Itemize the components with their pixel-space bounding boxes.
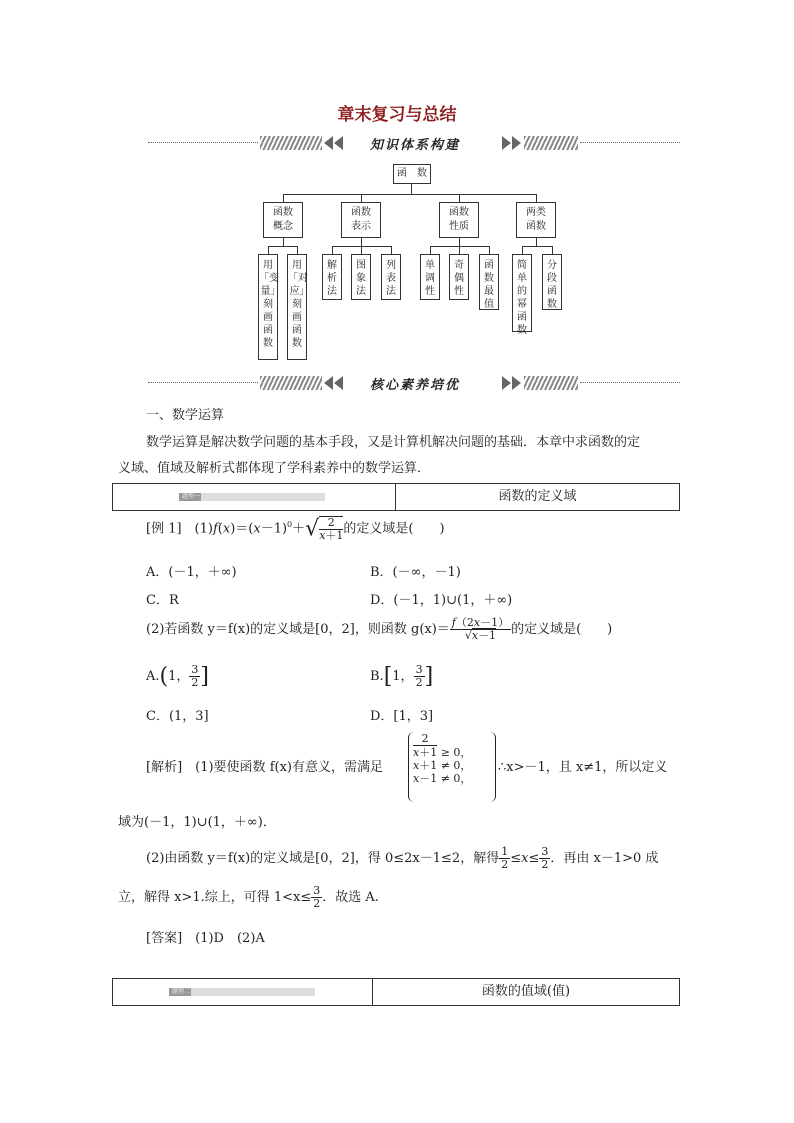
topic-label: 函数的定义域 xyxy=(395,484,679,510)
analysis-1-suffix: ∴x>－1，且 x≠1，所以定义 xyxy=(498,760,668,775)
question-1: [例 1] $(1)f(x)=(x-1)^0+√$ $\frac{2}{x+1}$的定义域是( ) xyxy=(146,516,445,542)
node-function-properties: 函数性质 xyxy=(439,202,479,238)
answer: [答案] (1)D (2)A xyxy=(146,931,265,946)
node-parity: 奇偶性 xyxy=(449,254,469,300)
topic-header-1 xyxy=(112,483,680,511)
analysis-2: (2)由函数 y＝f(x)的定义域是[0，2]，得 0≤2x－1≤2，解得 $\frac{1}{2}\le x\le$ $\frac{3}{2}$．再由 x－1>0 成 xyxy=(146,845,659,871)
option-c-2: C．(1，3] xyxy=(146,709,209,724)
topic-header-2 xyxy=(112,978,680,1006)
option-b-2: B.[1， $\frac{3}{2}$] xyxy=(370,663,434,689)
question-2: (2)若函数 y＝f(x)的定义域是[0，2]，则函数 g(x)＝ $\frac{f(2x-1)}{√x-1}$的定义域是( ) xyxy=(146,616,613,642)
node-power-function: 简单的幂函数 xyxy=(512,254,532,332)
analysis-1 xyxy=(146,756,383,775)
node-correspondence-function: 用「对应」刻画函数 xyxy=(287,254,307,360)
analysis-2-line2: 立，解得 x>1.综上，可得 1<x≤ $\frac{3}{2}$．故选 A. xyxy=(118,884,379,910)
node-function-concept: 函数概念 xyxy=(263,202,303,238)
option-a-2: A.(1， $\frac{3}{2}$] xyxy=(146,663,209,689)
topic-tag: 题型一 xyxy=(179,493,325,501)
node-analytic-method: 解析法 xyxy=(322,254,342,300)
question-1-prefix: [例 1] (1) xyxy=(146,521,213,537)
topic-tag: 题型二 xyxy=(169,988,315,996)
page-title: 章末复习与总结 xyxy=(337,105,457,125)
option-a: A．(－1，＋∞) xyxy=(146,565,237,580)
section-banner-core xyxy=(148,376,680,393)
option-c: C．R xyxy=(146,593,179,608)
node-function-extremum: 函数最值 xyxy=(479,254,499,310)
intro-line-1: 数学运算是解决数学问题的基本手段，又是计算机解决问题的基础．本章中求函数的定 xyxy=(146,435,641,450)
node-variable-function: 用「变量」刻画函数 xyxy=(258,254,278,360)
question-2-suffix: 的定义域是( ) xyxy=(511,622,613,637)
condition-system: $\frac{2}{x+1}$ ≥ 0， x＋1 ≠ 0， x－1 ≠ 0， xyxy=(408,732,496,802)
banner-text: 核心素养培优 xyxy=(370,378,461,393)
topic-label: 函数的值域(值) xyxy=(372,979,679,1005)
node-function-representation: 函数表示 xyxy=(341,202,381,238)
question-2-prefix: (2)若函数 y＝f(x)的定义域是[0，2]，则函数 g(x)＝ xyxy=(146,622,450,637)
node-table-method: 列表法 xyxy=(381,254,401,300)
analysis-1-prefix: [解析] (1)要使函数 f(x)有意义，需满足 xyxy=(146,760,383,775)
analysis-2-suffix: ．再由 x－1>0 成 xyxy=(550,851,659,866)
analysis-2-line2-prefix: 立，解得 x>1.综上，可得 1<x≤ xyxy=(118,890,312,905)
option-b: B．(－∞，－1) xyxy=(370,565,461,580)
intro-line-2: 义域、值域及解析式都体现了学科素养中的数学运算． xyxy=(118,461,431,476)
option-d: D．(－1，1)∪(1，＋∞) xyxy=(370,593,513,608)
section-heading: 一、数学运算 xyxy=(146,408,225,423)
node-graph-method: 图象法 xyxy=(351,254,371,300)
analysis-1-line2: 域为(－1，1)∪(1，＋∞)． xyxy=(118,815,276,830)
node-monotonicity: 单调性 xyxy=(420,254,440,300)
analysis-2-line2-suffix: ．故选 A. xyxy=(322,890,379,905)
analysis-2-prefix: (2)由函数 y＝f(x)的定义域是[0，2]，得 0≤2x－1≤2，解得 xyxy=(146,851,500,866)
banner-text: 知识体系构建 xyxy=(370,138,461,153)
option-b-2-label: B. xyxy=(370,669,384,684)
node-piecewise-function: 分段函数 xyxy=(542,254,562,310)
node-root: 函 数 xyxy=(393,164,431,184)
question-1-suffix: 的定义域是( ) xyxy=(343,521,445,537)
section-banner-knowledge xyxy=(148,136,680,153)
node-two-function-types: 两类函数 xyxy=(516,202,556,238)
option-a-2-label: A. xyxy=(146,669,160,684)
option-d-2: D．[1，3] xyxy=(370,709,434,724)
